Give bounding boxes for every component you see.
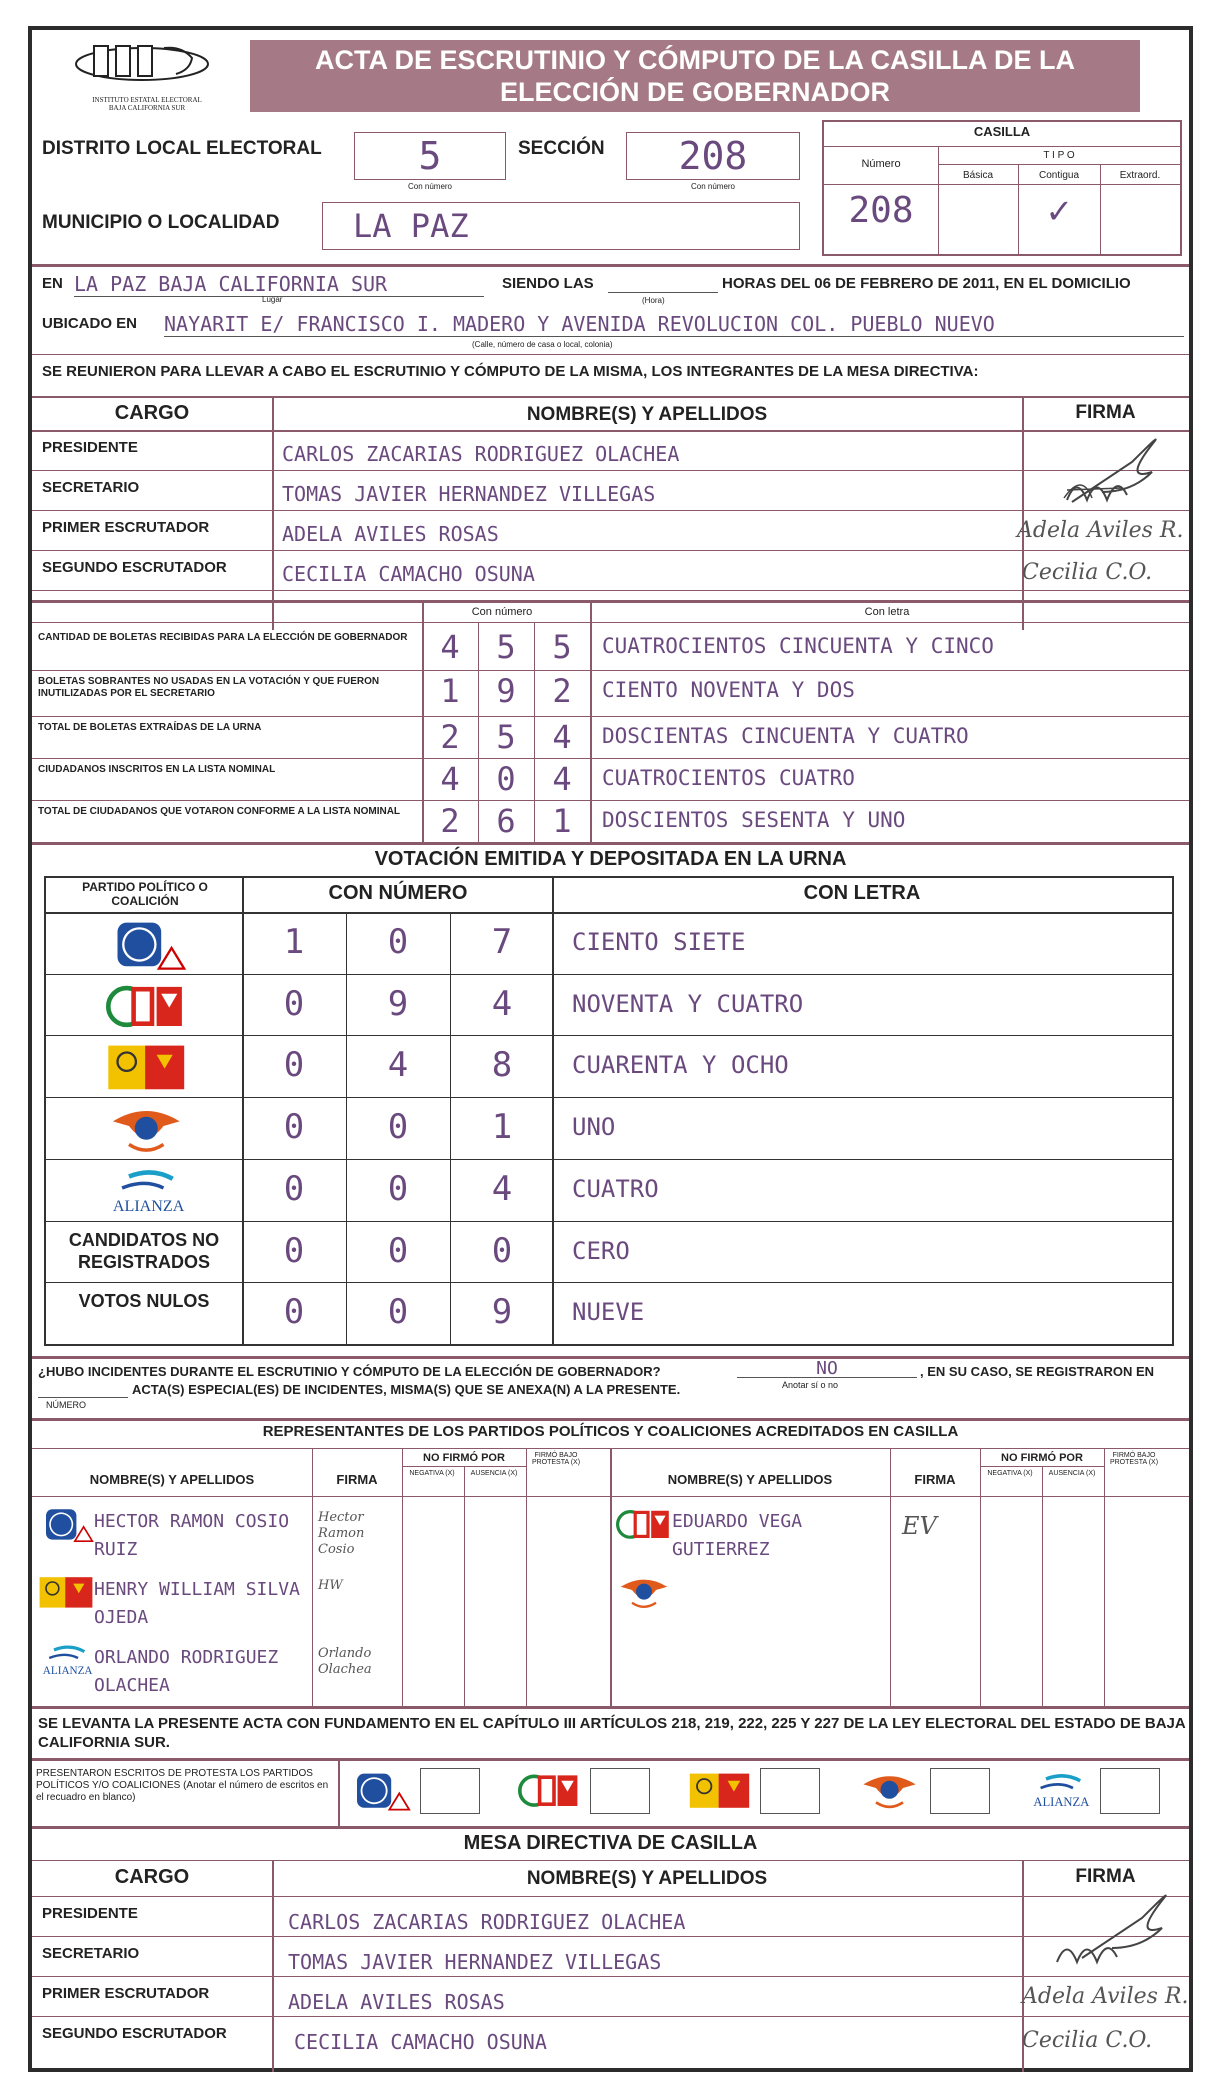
acta-sheet — [28, 26, 1193, 2072]
vote-digit[interactable]: 0 — [283, 1292, 305, 1332]
rep-firma-header: FIRMA — [914, 1472, 956, 1487]
vote-digit[interactable]: 0 — [283, 1231, 305, 1271]
nombre-value[interactable]: ADELA AVILES ROSAS — [282, 522, 499, 546]
prs-logo-icon — [616, 1574, 672, 1616]
pan-logo-icon — [106, 918, 187, 976]
signature-value: Cecilia C.O. — [1022, 2028, 1153, 2053]
boleta-digit[interactable]: 4 — [440, 760, 460, 798]
party-name: CANDIDATOS NO REGISTRADOS — [68, 1230, 220, 1272]
pan-logo-icon — [38, 1506, 94, 1548]
boleta-digit[interactable]: 2 — [440, 802, 460, 840]
letra-header: CON LETRA — [803, 882, 921, 904]
rep-negativa-checkbox[interactable] — [404, 1640, 462, 1698]
mesa-top-cargo-header: CARGO — [114, 402, 190, 424]
rep-no-firmo-header: NO FIRMÓ POR — [1001, 1452, 1083, 1464]
municipio-value: LA PAZ — [353, 207, 469, 245]
rep-ausencia-checkbox[interactable] — [1044, 1504, 1102, 1562]
boleta-digit[interactable]: 4 — [440, 628, 460, 666]
nombre-value[interactable]: TOMAS JAVIER HERNANDEZ VILLEGAS — [288, 1950, 662, 1974]
mesa-bottom-firma-header: FIRMA — [1075, 1866, 1136, 1887]
vote-digit[interactable]: 9 — [387, 984, 409, 1024]
siendo-label: SIENDO LAS — [502, 275, 594, 292]
ubicado-value[interactable]: NAYARIT E/ FRANCISCO I. MADERO Y AVENIDA REVOLUCION COL. PUEBLO NUEVO — [164, 312, 1184, 337]
vote-letra[interactable]: NOVENTA Y CUATRO — [572, 990, 804, 1018]
ubicado-hint: (Calle, número de casa o local, colonia) — [472, 340, 613, 349]
prd-pt-logo-icon — [38, 1574, 94, 1616]
nombre-value[interactable]: CARLOS ZACARIAS RODRIGUEZ OLACHEA — [288, 1910, 686, 1934]
signature-secretario-icon — [1052, 1932, 1122, 1977]
rep-ausencia-header: AUSENCIA (X) — [1048, 1470, 1096, 1477]
vote-digit[interactable]: 9 — [491, 1292, 513, 1332]
vote-digit[interactable]: 0 — [283, 1169, 305, 1209]
signature-value: Adela Aviles R. — [1022, 1984, 1189, 2009]
fundamento-text: SE LEVANTA LA PRESENTE ACTA CON FUNDAMENTO EN EL CAPÍTULO III ARTÍCULOS 218, 219, 222, 225 Y 227 DE LA LEY ELECTORAL DEL ESTADO DE BAJA CALIFORNIA SUR. — [38, 1715, 1186, 1751]
rep-ausencia-checkbox[interactable] — [466, 1640, 524, 1698]
vote-digit[interactable]: 0 — [283, 984, 305, 1024]
protesta-count-field[interactable] — [760, 1768, 820, 1814]
boleta-digit[interactable]: 4 — [552, 760, 572, 798]
prs-logo-icon — [858, 1770, 921, 1816]
pan-logo-icon — [348, 1770, 411, 1816]
svg-text:ALIANZA: ALIANZA — [112, 1197, 185, 1215]
nueva-alianza-logo-icon — [38, 1642, 94, 1684]
lugar-hint: Lugar — [262, 295, 283, 304]
vote-letra[interactable]: CUARENTA Y OCHO — [572, 1051, 789, 1079]
acta-title-line-2: ELECCIÓN DE GOBERNADOR — [499, 77, 891, 107]
rep-ausencia-checkbox[interactable] — [466, 1572, 524, 1630]
rep-protesta-header: FIRMÓ BAJO PROTESTA (X) — [1109, 1452, 1159, 1466]
seccion-label: SECCIÓN — [518, 138, 605, 159]
svg-text:ALIANZA: ALIANZA — [1033, 1794, 1090, 1809]
org-state: BAJA CALIFORNIA SUR — [108, 104, 186, 112]
boleta-digit[interactable]: 1 — [552, 802, 572, 840]
mesa-bottom-cargo-header: CARGO — [114, 1866, 190, 1888]
cargo-label: SEGUNDO ESCRUTADOR — [42, 2025, 227, 2042]
mesa-bottom-nombre-header: NOMBRE(S) Y APELLIDOS — [526, 1868, 768, 1889]
rep-firma: EV — [902, 1512, 937, 1540]
nombre-value[interactable]: CECILIA CAMACHO OSUNA — [294, 2030, 547, 2054]
rep-protesta-header: FIRMÓ BAJO PROTESTA (X) — [531, 1452, 581, 1466]
distrito-hint: Con número — [407, 182, 453, 191]
rep-ausencia-checkbox[interactable] — [466, 1504, 524, 1562]
incidentes-tail: , EN SU CASO, SE REGISTRARON EN — [920, 1364, 1155, 1379]
cargo-label: SECRETARIO — [42, 1945, 140, 1962]
iee-logo-icon — [72, 38, 212, 82]
rep-negativa-header: NEGATIVA (X) — [987, 1470, 1033, 1477]
votacion-table — [44, 876, 1174, 1346]
iee-logo — [72, 38, 212, 78]
signature-secretario-icon — [1062, 470, 1132, 515]
votacion-title: VOTACIÓN EMITIDA Y DEPOSITADA EN LA URNA — [374, 848, 847, 870]
nombre-value[interactable]: TOMAS JAVIER HERNANDEZ VILLEGAS — [282, 482, 656, 506]
rep-nombre[interactable]: ORLANDO RODRIGUEZ OLACHEA — [94, 1647, 279, 1696]
rep-negativa-header: NEGATIVA (X) — [409, 1470, 455, 1477]
cargo-label: PRESIDENTE — [42, 439, 138, 456]
contigua-checkbox[interactable]: ✓ — [1047, 188, 1071, 232]
pri-logo-icon — [616, 1506, 672, 1548]
seccion-hint: Con número — [690, 182, 736, 191]
prs-logo-icon — [106, 1103, 187, 1161]
signature-value: Adela Aviles R. — [1017, 518, 1184, 543]
seccion-field[interactable] — [626, 132, 800, 180]
hora-hint: (Hora) — [642, 296, 665, 305]
boleta-digit[interactable]: 1 — [440, 672, 460, 710]
vote-letra[interactable]: NUEVE — [572, 1298, 645, 1326]
ubicado-label: UBICADO EN — [42, 315, 138, 332]
extraord-label: Extraord. — [1119, 170, 1161, 181]
distrito-label: DISTRITO LOCAL ELECTORAL — [42, 138, 322, 159]
numero-hint: NÚMERO — [46, 1400, 86, 1410]
prd-pt-logo-icon — [688, 1770, 751, 1816]
boleta-label: CANTIDAD DE BOLETAS RECIBIDAS PARA LA ELECCIÓN DE GOBERNADOR — [38, 632, 408, 643]
seccion-value: 208 — [678, 134, 748, 178]
rep-nombre[interactable]: HENRY WILLIAM SILVA OJEDA — [94, 1579, 300, 1628]
vote-letra[interactable]: CUATRO — [572, 1175, 659, 1203]
cargo-label: PRIMER ESCRUTADOR — [42, 1985, 210, 2002]
vote-digit[interactable]: 0 — [387, 1169, 409, 1209]
tipo-label: T I P O — [1043, 150, 1075, 161]
cargo-label: PRESIDENTE — [42, 1905, 138, 1922]
vote-digit[interactable]: 0 — [387, 1231, 409, 1271]
en-value[interactable]: LA PAZ BAJA CALIFORNIA SUR — [74, 272, 484, 297]
basica-label: Básica — [962, 170, 993, 181]
rep-protesta-checkbox[interactable] — [1106, 1504, 1164, 1562]
rep-firma: Hector Ramon Cosio — [318, 1510, 365, 1557]
distrito-value: 5 — [418, 134, 442, 178]
cargo-label: SEGUNDO ESCRUTADOR — [42, 559, 227, 576]
rep-nombre[interactable]: HECTOR RAMON COSIO RUIZ — [94, 1511, 290, 1560]
rep-protesta-checkbox[interactable] — [528, 1504, 586, 1562]
cargo-label: SECRETARIO — [42, 479, 140, 496]
partido-header: PARTIDO POLÍTICO O COALICIÓN — [82, 880, 208, 908]
vote-digit[interactable]: 0 — [491, 1231, 513, 1271]
nombre-value[interactable]: CECILIA CAMACHO OSUNA — [282, 562, 535, 586]
rep-protesta-checkbox[interactable] — [528, 1572, 586, 1630]
nueva-alianza-logo-icon — [106, 1165, 187, 1223]
incidentes-answer-field[interactable] — [737, 1360, 917, 1378]
mesa-top-firma-header: FIRMA — [1075, 402, 1136, 423]
protesta-count-field[interactable] — [1100, 1768, 1160, 1814]
rep-negativa-checkbox[interactable] — [982, 1504, 1040, 1562]
boleta-digit[interactable]: 5 — [496, 718, 516, 756]
boleta-letra[interactable]: DOSCIENTAS CINCUENTA Y CUATRO — [602, 724, 969, 748]
boleta-letra[interactable]: DOSCIENTOS SESENTA Y UNO — [602, 808, 906, 832]
vote-letra[interactable]: UNO — [572, 1113, 616, 1141]
vote-digit[interactable]: 4 — [387, 1045, 409, 1085]
boleta-letra[interactable]: CIENTO NOVENTA Y DOS — [602, 678, 855, 702]
acta-title-line-1: ACTA DE ESCRUTINIO Y CÓMPUTO DE LA CASILLA DE LA — [314, 45, 1076, 75]
boleta-digit[interactable]: 2 — [552, 672, 572, 710]
boletas-con-numero-header: Con número — [471, 606, 533, 618]
rep-nombre-header: NOMBRE(S) Y APELLIDOS — [89, 1472, 255, 1487]
mesa-bottom-title: MESA DIRECTIVA DE CASILLA — [463, 1832, 758, 1854]
boleta-label: TOTAL DE BOLETAS EXTRAÍDAS DE LA URNA — [38, 722, 262, 733]
boleta-label: TOTAL DE CIUDADANOS QUE VOTARON CONFORME A LA LISTA NOMINAL — [38, 806, 401, 817]
municipio-label: MUNICIPIO O LOCALIDAD — [42, 212, 280, 233]
protesta-text: PRESENTARON ESCRITOS DE PROTESTA LOS PARTIDOS POLÍTICOS Y/O COALICIONES (Anotar el número de escritos en el recuadro en blanco) — [36, 1768, 329, 1803]
rep-no-firmo-header: NO FIRMÓ POR — [423, 1452, 505, 1464]
rep-firma: HW — [318, 1578, 343, 1593]
rep-firma: Orlando Olachea — [318, 1646, 372, 1677]
rep-negativa-checkbox[interactable] — [982, 1572, 1040, 1630]
party-name: VOTOS NULOS — [78, 1291, 210, 1311]
distrito-field[interactable] — [354, 132, 506, 180]
boleta-digit[interactable]: 2 — [440, 718, 460, 756]
vote-digit[interactable]: 0 — [283, 1045, 305, 1085]
protesta-count-field[interactable] — [590, 1768, 650, 1814]
boletas-con-letra-header: Con letra — [864, 606, 910, 618]
vote-digit[interactable]: 8 — [491, 1045, 513, 1085]
vote-digit[interactable]: 0 — [387, 922, 409, 962]
vote-digit[interactable]: 1 — [283, 922, 305, 962]
representantes-title: REPRESENTANTES DE LOS PARTIDOS POLÍTICOS Y COALICIONES ACREDITADOS EN CASILLA — [262, 1423, 959, 1440]
vote-letra[interactable]: CIENTO SIETE — [572, 928, 746, 956]
boleta-digit[interactable]: 6 — [496, 802, 516, 840]
boleta-letra[interactable]: CUATROCIENTOS CUATRO — [602, 766, 855, 790]
svg-text:ALIANZA: ALIANZA — [42, 1664, 93, 1677]
pri-logo-icon — [518, 1770, 581, 1816]
rep-firma-header: FIRMA — [336, 1472, 378, 1487]
rep-negativa-checkbox[interactable] — [404, 1504, 462, 1562]
boleta-letra[interactable]: CUATROCIENTOS CINCUENTA Y CINCO — [602, 634, 994, 658]
extraord-checkbox[interactable] — [1100, 190, 1180, 250]
vote-digit[interactable]: 1 — [491, 1107, 513, 1147]
rep-ausencia-header: AUSENCIA (X) — [470, 1470, 518, 1477]
boleta-digit[interactable]: 5 — [496, 628, 516, 666]
vote-digit[interactable]: 0 — [387, 1292, 409, 1332]
casilla-box — [822, 120, 1182, 256]
vote-digit[interactable]: 4 — [491, 1169, 513, 1209]
hora-field[interactable] — [608, 292, 718, 293]
incidentes-line2: ACTA(S) ESPECIAL(ES) DE INCIDENTES, MISMA(S) QUE SE ANEXA(N) A LA PRESENTE. — [132, 1382, 681, 1397]
en-label: EN — [42, 275, 63, 292]
boleta-label: CIUDADANOS INSCRITOS EN LA LISTA NOMINAL — [38, 764, 276, 775]
protesta-count-field[interactable] — [420, 1768, 480, 1814]
casilla-label: CASILLA — [973, 124, 1031, 139]
reunieron-text: SE REUNIERON PARA LLEVAR A CABO EL ESCRUTINIO Y CÓMPUTO DE LA MISMA, LOS INTEGRANTES DE LA MESA DIRECTIVA: — [42, 363, 979, 380]
rep-negativa-checkbox[interactable] — [404, 1572, 462, 1630]
incidentes-question: ¿HUBO INCIDENTES DURANTE EL ESCRUTINIO Y CÓMPUTO DE LA ELECCIÓN DE GOBERNADOR? — [38, 1364, 661, 1379]
basica-checkbox[interactable] — [938, 190, 1018, 250]
actas-numero-field[interactable] — [38, 1396, 128, 1398]
rep-nombre[interactable]: EDUARDO VEGA GUTIERREZ — [672, 1511, 803, 1560]
mesa-top-nombre-header: NOMBRE(S) Y APELLIDOS — [526, 404, 768, 425]
incidentes-answer: NO — [816, 1358, 838, 1379]
protesta-count-field[interactable] — [930, 1768, 990, 1814]
casilla-numero[interactable]: 208 — [848, 190, 914, 231]
boleta-digit[interactable]: 4 — [552, 718, 572, 756]
vote-digit[interactable]: 0 — [387, 1107, 409, 1147]
municipio-field[interactable] — [322, 202, 800, 250]
nombre-value[interactable]: ADELA AVILES ROSAS — [288, 1990, 505, 2014]
numero-label: Número — [861, 158, 901, 170]
anotar-hint: Anotar sí o no — [782, 1380, 839, 1390]
vote-digit[interactable]: 0 — [283, 1107, 305, 1147]
boleta-digit[interactable]: 9 — [496, 672, 516, 710]
prd-pt-logo-icon — [106, 1041, 187, 1099]
rep-protesta-checkbox[interactable] — [1106, 1572, 1164, 1630]
vote-digit[interactable]: 4 — [491, 984, 513, 1024]
boleta-label: BOLETAS SOBRANTES NO USADAS EN LA VOTACIÓN Y QUE FUERON INUTILIZADAS POR EL SECRETARIO — [38, 676, 380, 699]
acta-title — [250, 40, 1140, 112]
rep-ausencia-checkbox[interactable] — [1044, 1572, 1102, 1630]
org-name: INSTITUTO ESTATAL ELECTORAL — [92, 96, 202, 104]
vote-digit[interactable]: 7 — [491, 922, 513, 962]
contigua-label: Contigua — [1038, 170, 1080, 181]
horas-text: HORAS DEL 06 DE FEBRERO DE 2011, EN EL DOMICILIO — [722, 275, 1131, 292]
signature-value: Cecilia C.O. — [1022, 560, 1153, 585]
nombre-value[interactable]: CARLOS ZACARIAS RODRIGUEZ OLACHEA — [282, 442, 680, 466]
numero-header: CON NÚMERO — [328, 882, 468, 904]
rep-nombre-header: NOMBRE(S) Y APELLIDOS — [667, 1472, 833, 1487]
cargo-label: PRIMER ESCRUTADOR — [42, 519, 210, 536]
pri-logo-icon — [106, 980, 187, 1038]
boleta-digit[interactable]: 5 — [552, 628, 572, 666]
nueva-alianza-logo-icon — [1028, 1770, 1091, 1816]
rep-protesta-checkbox[interactable] — [528, 1640, 586, 1698]
boleta-digit[interactable]: 0 — [496, 760, 516, 798]
vote-letra[interactable]: CERO — [572, 1237, 630, 1265]
